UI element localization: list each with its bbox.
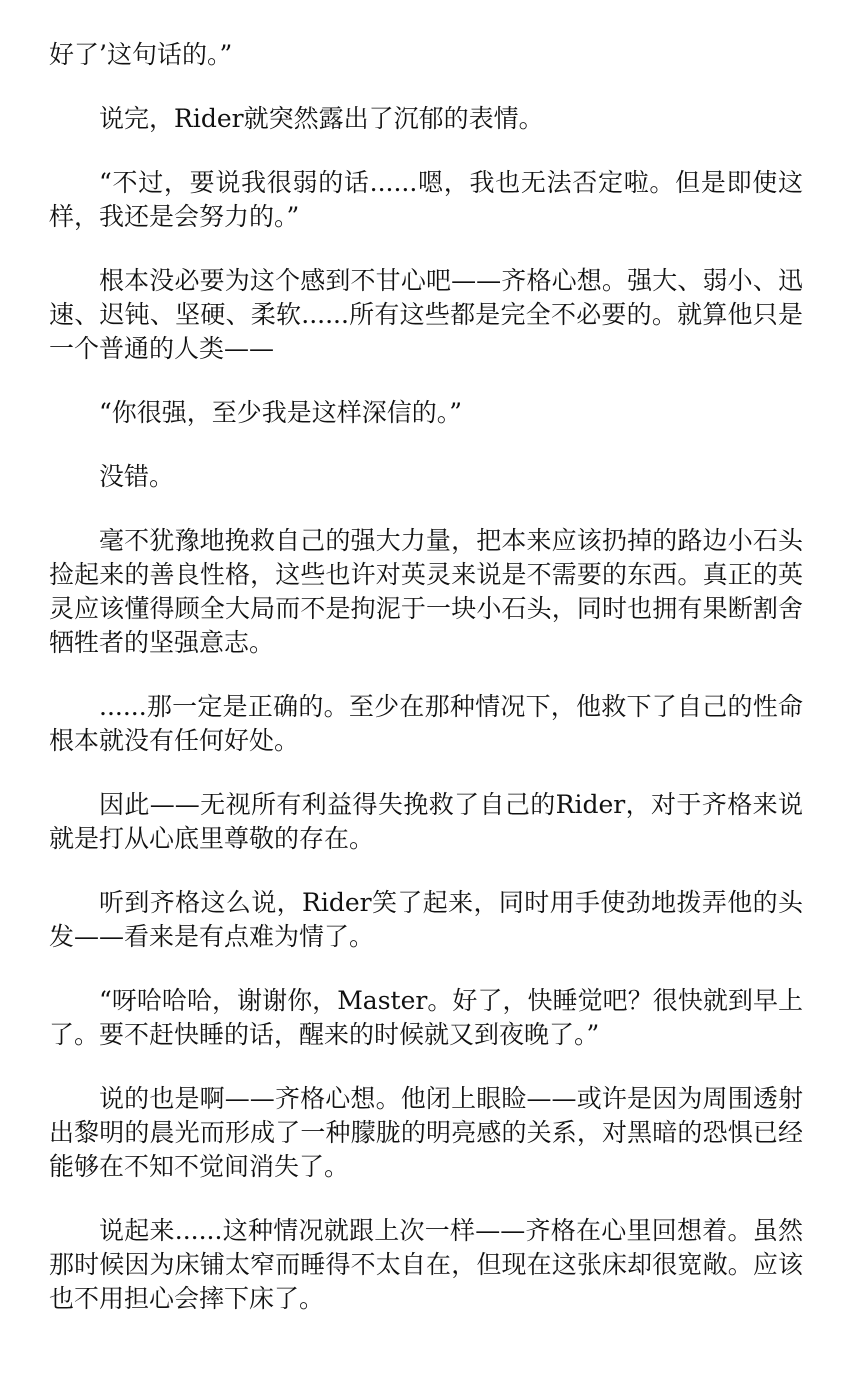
- paragraph-dialogue: “不过，要说我很弱的话......嗯，我也无法否定啦。但是即使这样，我还是会努力的。”: [49, 168, 803, 231]
- paragraph: 毫不犹豫地挽救自己的强大力量，把本来应该扔掉的路边小石头捡起来的善良性格，这些也许对英灵来说是不需要的东西。真正的英灵应该懂得顾全大局而不是拘泥于一块小石头，同时也拥有果断割舍牺牲者的坚强意志。: [49, 526, 803, 657]
- paragraph-dialogue: “你很强，至少我是这样深信的。”: [99, 398, 463, 427]
- paragraph-dialogue: “呀哈哈哈，谢谢你，Master。好了，快睡觉吧？很快就到早上了。要不赶快睡的话，醒来的时候就又到夜晚了。”: [49, 986, 803, 1049]
- paragraph: ......那一定是正确的。至少在那种情况下，他救下了自己的性命根本就没有任何好处。: [49, 692, 803, 755]
- paragraph: 因此——无视所有利益得失挽救了自己的Rider，对于齐格来说就是打从心底里尊敬的存在。: [49, 790, 803, 853]
- paragraph: 没错。: [99, 462, 175, 491]
- paragraph: 根本没必要为这个感到不甘心吧——齐格心想。强大、弱小、迅速、迟钝、坚硬、柔软......所有这些都是完全不必要的。就算他只是一个普通的人类——: [49, 266, 803, 363]
- paragraph: 说的也是啊——齐格心想。他闭上眼睑——或许是因为周围透射出黎明的晨光而形成了一种朦胧的明亮感的关系，对黑暗的恐惧已经能够在不知不觉间消失了。: [49, 1084, 803, 1181]
- paragraph-continuation: 好了’这句话的。”: [49, 40, 233, 69]
- paragraph: 说完，Rider就突然露出了沉郁的表情。: [99, 104, 544, 133]
- paragraph: 听到齐格这么说，Rider笑了起来，同时用手使劲地拨弄他的头发——看来是有点难为情了。: [49, 888, 803, 951]
- paragraph: 说起来......这种情况就跟上次一样——齐格在心里回想着。虽然那时候因为床铺太窄而睡得不太自在，但现在这张床却很宽敞。应该也不用担心会摔下床了。: [49, 1216, 803, 1313]
- document-page: [49, 38, 803, 1346]
